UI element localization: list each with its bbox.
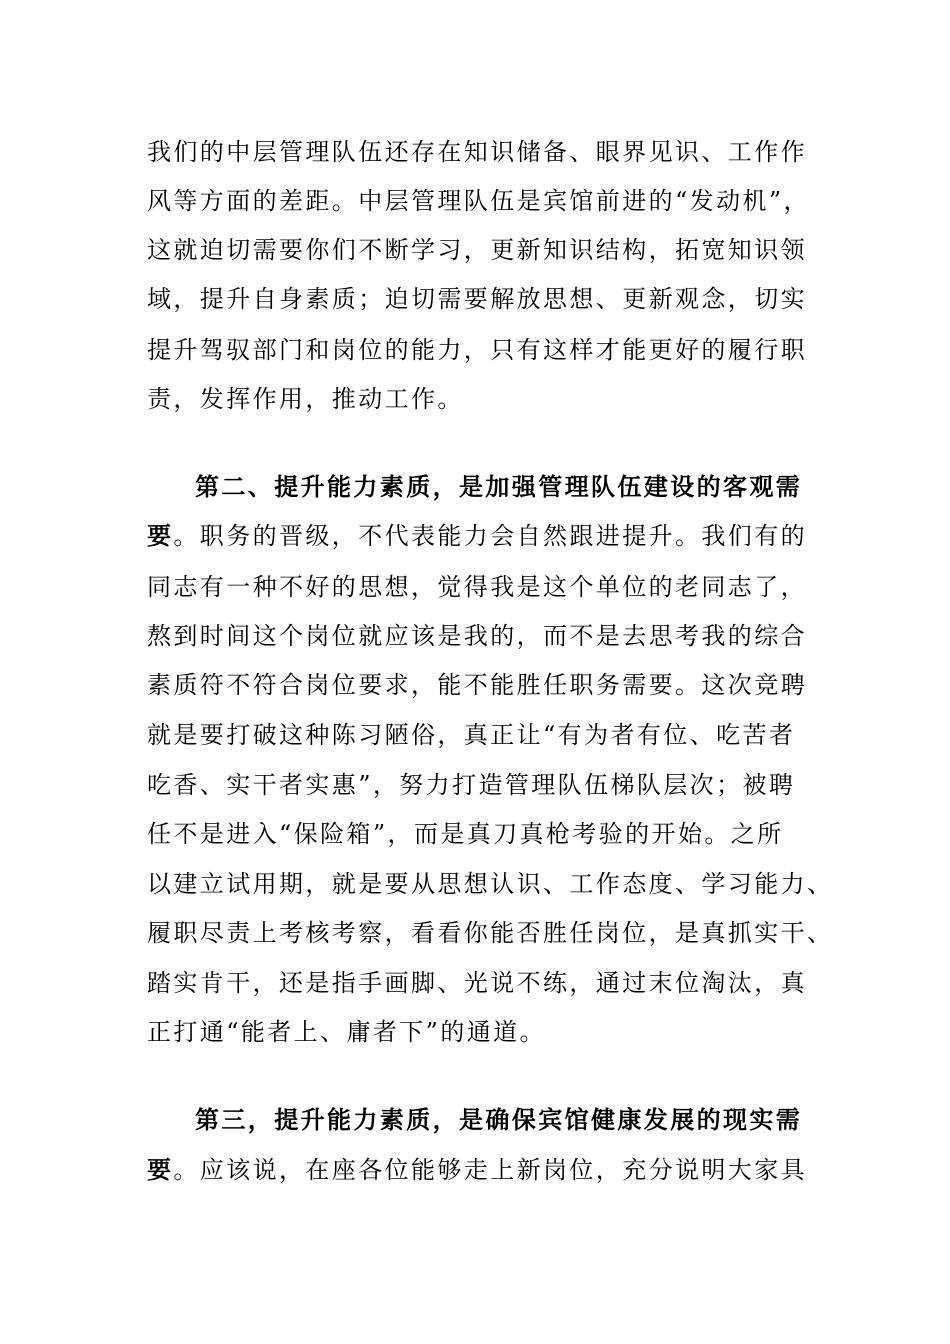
paragraph-1-line-1: 我们的中层管理队伍还存在知识储备、眼界见识、工作作 (147, 138, 807, 166)
paragraph-2-line-7: 任不是进入“保险箱”，而是真刀真枪考验的开始。之所 (147, 820, 784, 848)
paragraph-3-line-1-rest: 。应该说，在座各位能够走上新岗位，充分说明大家具 (173, 1156, 808, 1184)
paragraph-2-line-3: 熬到时间这个岗位就应该是我的，而不是去思考我的综合 (147, 622, 807, 650)
paragraph-2-heading-tail: 要 (147, 521, 174, 550)
paragraph-2-line-4: 素质符不符合岗位要求，能不能胜任职务需要。这次竞聘 (147, 671, 807, 699)
paragraph-2-line-10: 踏实肯干，还是指手画脚、光说不练，通过末位淘汰，真 (147, 969, 807, 997)
paragraph-2-line-8: 以建立试用期，就是要从思想认识、工作态度、学习能力、 (147, 870, 834, 898)
paragraph-2-line-9: 履职尽责上考核考察，看看你能否胜任岗位，是真抓实干、 (147, 919, 834, 947)
paragraph-3-heading-tail: 要 (147, 1155, 174, 1184)
paragraph-1-line-4: 域，提升自身素质；迫切需要解放思想、更新观念，切实 (147, 285, 807, 313)
paragraph-2-line-5: 就是要打破这种陈习陋俗，真正让“有为者有位、吃苦者 (147, 721, 796, 749)
paragraph-2-line-1 (147, 521, 807, 551)
paragraph-1-line-2: 风等方面的差距。中层管理队伍是宾馆前进的“发动机”， (147, 187, 810, 215)
paragraph-2-line-2: 同志有一种不好的思想，觉得我是这个单位的老同志了， (147, 573, 807, 601)
paragraph-2-line-6: 吃香、实干者实惠”，努力打造管理队伍梯队层次；被聘 (147, 771, 796, 799)
paragraph-3-line-1 (147, 1155, 807, 1185)
paragraph-2-heading: 第二、提升能力素质，是加强管理队伍建设的客观需 (195, 472, 803, 501)
paragraph-1-line-6: 责，发挥作用，推动工作。 (147, 385, 464, 413)
paragraph-3-heading: 第三，提升能力素质，是确保宾馆健康发展的现实需 (195, 1105, 803, 1134)
paragraph-1-line-5: 提升驾驭部门和岗位的能力，只有这样才能更好的履行职 (147, 336, 807, 364)
paragraph-2-line-11: 正打通“能者上、庸者下”的通道。 (147, 1018, 546, 1046)
paragraph-1-line-3: 这就迫切需要你们不断学习，更新知识结构，拓宽知识领 (147, 236, 807, 264)
paragraph-2-line-1-rest: 。职务的晋级，不代表能力会自然跟进提升。我们有的 (173, 522, 808, 550)
